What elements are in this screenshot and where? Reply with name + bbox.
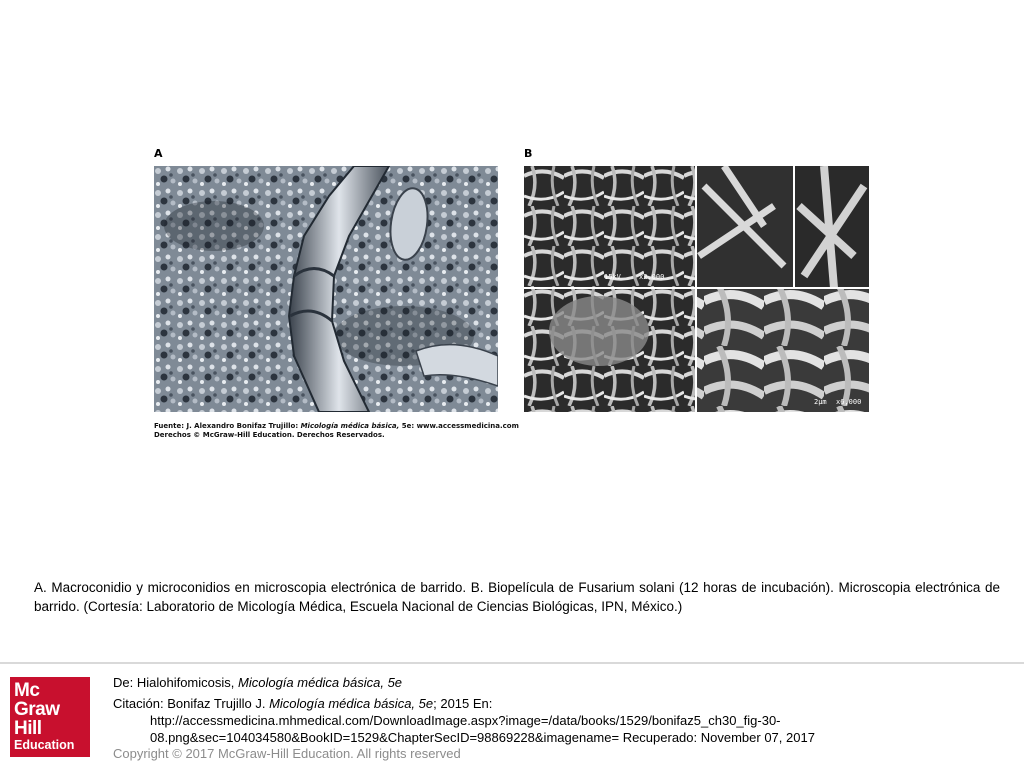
scale-label-magnification: x2,000 [639,273,665,281]
citation-url-line-2[interactable]: 08.png&sec=104034580&BookID=1529&ChapterSecID=98869228&imagename= Recuperado: November 07, 2017 [150,730,815,745]
figure-caption: A. Macroconidio y microconidios en microscopia electrónica de barrido. B. Biopelícula de Fusarium solani (12 horas de incubación). Microscopia electrónica de barrido. (Cortesía: Laboratorio de Micología Médica, Escuela Nacional de Ciencias Biológicas, IPN, México.) [34,580,1000,614]
panel-a-label: A [154,147,163,160]
source-chapter [113,674,402,691]
logo-line-graw: Graw [14,699,60,720]
panel-b-label: B [524,147,533,160]
logo-line-mc: Mc [14,680,40,701]
source-from-prefix: De: Hialohifomicosis, [113,675,238,690]
source-citation [113,695,492,712]
figure-30-8 [150,144,872,440]
footer-divider [0,662,1024,664]
micrograph-panel-a [154,166,498,412]
scale-label-bar: 2µm [814,398,827,406]
figure-credit [154,422,519,440]
citation-book: Micología médica básica, 5e [269,696,434,711]
copyright-notice: Copyright © 2017 McGraw-Hill Education. All rights reserved [113,746,461,761]
source-from-book: Micología médica básica, 5e [238,675,403,690]
credit-book: Micología médica básica, [300,422,400,430]
credit-rights: Derechos © McGraw-Hill Education. Derechos Reservados. [154,431,385,439]
citation-suffix: ; 2015 En: [433,696,493,711]
credit-suffix: 5e: www.accessmedicina.com [399,422,519,430]
mcgraw-hill-logo [10,677,90,757]
logo-line-education: Education [14,738,75,752]
citation-prefix: Citación: Bonifaz Trujillo J. [113,696,270,711]
citation-url-line-1[interactable]: http://accessmedicina.mhmedical.com/DownloadImage.aspx?image=/data/books/1529/bonifaz5_ch30_fig-30- [150,713,781,728]
micrograph-panel-b [524,166,869,412]
logo-line-hill: Hill [14,718,42,739]
credit-prefix: Fuente: J. Alexandro Bonifaz Trujillo: [154,422,301,430]
scale-label-magnification-2: x6,000 [836,398,862,406]
scale-label-kv: 15kV [604,273,621,281]
